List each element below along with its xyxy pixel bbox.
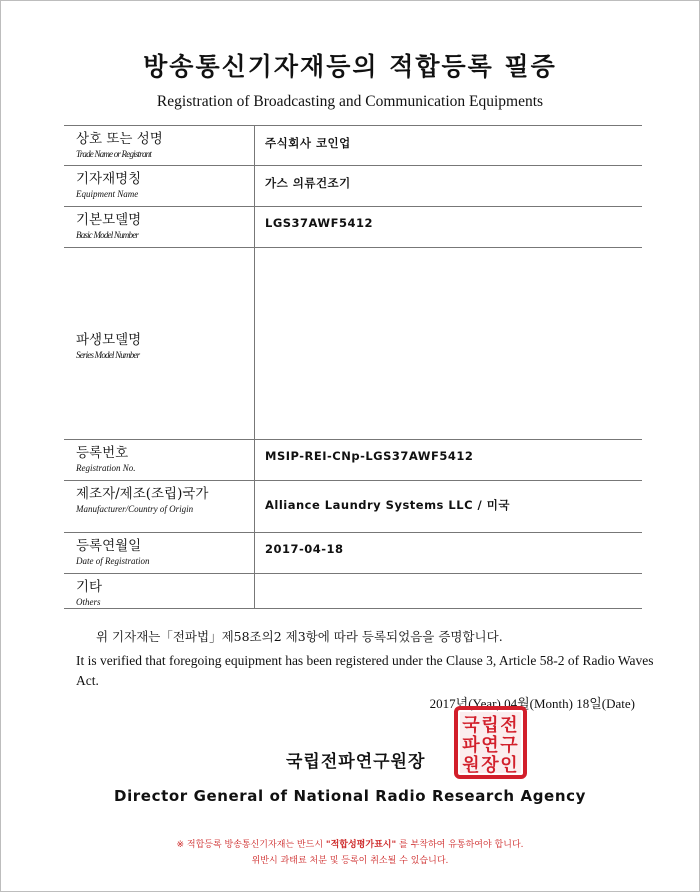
agency-title-english: Director General of National Radio Research Agency <box>114 787 586 805</box>
row-others <box>64 574 642 609</box>
label-series-model-ko: 파생모델명 <box>76 331 142 348</box>
label-others-ko: 기타 <box>76 579 103 595</box>
notice-line-1 <box>1 837 699 853</box>
label-others-en: Others <box>76 597 101 607</box>
notice-emphasis: "적합성평가표시" <box>325 840 397 850</box>
statement-korean: 위 기자재는「전파법」제58조의2 제3항에 따라 등록되었음을 증명합니다. <box>96 629 503 644</box>
svg-text:전: 전 <box>500 715 518 736</box>
label-equipment-name-ko: 기자재명칭 <box>76 171 142 187</box>
svg-text:원: 원 <box>462 755 480 776</box>
svg-text:파: 파 <box>462 735 480 756</box>
statement-english: It is verified that foregoing equipment has been registered under the Clause 3, Article 58-2 of Radio Waves Act. <box>76 653 654 688</box>
row-basic-model <box>64 207 642 248</box>
row-equipment-name <box>64 166 642 207</box>
label-trade-name-ko: 상호 또는 성명 <box>76 131 163 147</box>
label-trade-name-en: Trade Name or Registrant <box>76 149 152 159</box>
label-basic-model-ko: 기본모델명 <box>76 212 142 228</box>
value-basic-model: LGS37AWF5412 <box>255 207 643 248</box>
registration-table <box>64 125 642 609</box>
notice-text <box>1 837 699 869</box>
notice-prefix: ※ 적합등록 방송통신기자재는 반드시 <box>176 840 324 850</box>
label-date-en: Date of Registration <box>76 556 150 566</box>
label-manufacturer-en: Manufacturer/Country of Origin <box>76 504 194 514</box>
svg-text:립: 립 <box>481 715 499 736</box>
value-equipment-name: 가스 의류건조기 <box>255 166 643 207</box>
label-registration-no-en: Registration No. <box>76 463 136 473</box>
svg-text:장: 장 <box>481 755 499 776</box>
label-date-ko: 등록연월일 <box>76 538 142 554</box>
value-others <box>255 574 643 609</box>
label-equipment-name-en: Equipment Name <box>76 189 139 199</box>
official-seal-stamp <box>453 705 528 780</box>
row-trade-name <box>64 126 642 166</box>
row-series-model <box>64 248 642 440</box>
row-date-of-registration <box>64 533 642 574</box>
value-series-model <box>255 248 643 440</box>
value-date-of-registration: 2017-04-18 <box>255 533 643 574</box>
agency-title-korean: 국립전파연구원장 <box>286 752 426 772</box>
value-trade-name: 주식회사 코인업 <box>255 126 643 166</box>
value-manufacturer: Alliance Laundry Systems LLC / 미국 <box>255 481 643 533</box>
svg-text:국: 국 <box>462 715 480 736</box>
notice-suffix: 를 부착하여 유통하여야 합니다. <box>399 840 524 850</box>
svg-text:인: 인 <box>500 755 518 776</box>
row-manufacturer <box>64 481 642 533</box>
row-registration-no <box>64 440 642 481</box>
title-english: Registration of Broadcasting and Communication Equipments <box>156 93 544 110</box>
notice-line-2: 위반시 과태료 처분 및 등록이 취소될 수 있습니다. <box>251 856 449 866</box>
label-registration-no-ko: 등록번호 <box>76 445 129 461</box>
label-series-model-en: Series Model Number <box>76 349 140 360</box>
svg-text:연: 연 <box>481 735 499 756</box>
issue-date: 2017년(Year) 04월(Month) 18일(Date) <box>429 696 635 711</box>
svg-text:구: 구 <box>500 735 518 756</box>
value-registration-no: MSIP-REI-CNp-LGS37AWF5412 <box>255 440 643 481</box>
label-manufacturer-ko: 제조자/제조(조립)국가 <box>76 486 209 502</box>
label-basic-model-en: Basic Model Number <box>76 230 139 240</box>
title-korean: 방송통신기자재등의 적합등록 필증 <box>143 52 557 81</box>
